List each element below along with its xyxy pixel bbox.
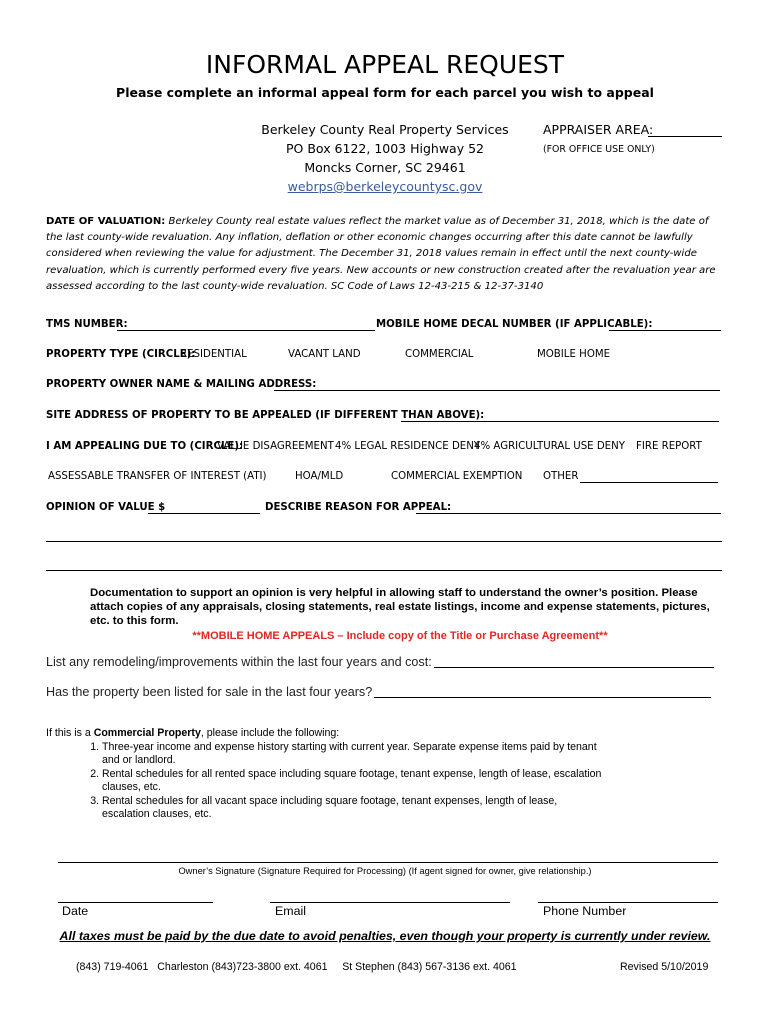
valuation-label: DATE OF VALUATION: <box>46 216 166 227</box>
reason-other-input[interactable] <box>580 482 718 483</box>
reason-commercial-exemption[interactable]: COMMERCIAL EXEMPTION <box>391 471 523 482</box>
office-name: Berkeley County Real Property Services <box>261 122 509 137</box>
mobile-decal-input[interactable] <box>609 330 721 331</box>
mobile-home-note: **MOBILE HOME APPEALS – Include copy of the Title or Purchase Agreement** <box>192 630 608 642</box>
reason-ati[interactable]: ASSESSABLE TRANSFER OF INTEREST (ATI) <box>48 471 267 482</box>
listed-question: Has the property been listed for sale in the last four years? <box>46 685 373 699</box>
opinion-label: OPINION OF VALUE $ <box>46 502 166 513</box>
commercial-item-2: 2. Rental schedules for all rented space including square footage, tenant expense, length of lease, escalation clauses, etc. <box>102 768 606 795</box>
property-type-mobile-home[interactable]: MOBILE HOME <box>537 349 611 360</box>
remodel-input[interactable] <box>434 667 714 668</box>
site-address-label: SITE ADDRESS OF PROPERTY TO BE APPEALED (IF DIFFERENT THAN ABOVE): <box>46 410 485 421</box>
office-po: PO Box 6122, 1003 Highway 52 <box>286 141 484 156</box>
commercial-section <box>46 727 606 822</box>
reason-agricultural-use-deny[interactable]: 4% AGRICULTURAL USE DENY <box>474 441 625 452</box>
commercial-item-1: 1. Three-year income and expense history starting with current year. Separate expense items paid by tenant and or landlord. <box>102 741 606 768</box>
appraiser-area-field[interactable] <box>648 136 722 137</box>
page-subtitle: Please complete an informal appeal form for each parcel you wish to appeal <box>116 85 654 100</box>
remodel-question: List any remodeling/improvements within the last four years and cost: <box>46 655 432 669</box>
phone-input[interactable] <box>538 902 718 903</box>
tms-label: TMS NUMBER: <box>46 319 128 330</box>
footer-phones: (843) 719-4061 Charleston (843)723-3800 ext. 4061 St Stephen (843) 567-3136 ext. 4061 <box>76 961 517 973</box>
valuation-paragraph <box>46 214 726 295</box>
commercial-requirements-list <box>46 741 606 822</box>
revised-date: Revised 5/10/2019 <box>620 961 709 973</box>
site-address-input[interactable] <box>401 421 719 422</box>
reason-other[interactable]: OTHER <box>543 471 579 482</box>
describe-label: DESCRIBE REASON FOR APPEAL: <box>265 502 452 513</box>
property-type-commercial[interactable]: COMMERCIAL <box>405 349 474 360</box>
reason-fire-report[interactable]: FIRE REPORT <box>636 441 702 452</box>
commercial-property-label: Commercial Property <box>93 727 201 739</box>
reason-value-disagreement[interactable]: VALUE DISAGREEMENT <box>217 441 334 452</box>
appeal-reason-label: I AM APPEALING DUE TO (CIRCLE): <box>46 441 244 452</box>
owner-input[interactable] <box>274 390 720 391</box>
listed-input[interactable] <box>374 697 711 698</box>
owner-label: PROPERTY OWNER NAME & MAILING ADDRESS: <box>46 379 317 390</box>
email-input[interactable] <box>270 902 510 903</box>
page-title: INFORMAL APPEAL REQUEST <box>205 50 565 79</box>
valuation-text: Berkeley County real estate values reflect the market value as of December 31, 2018, which is the date of the last county-wide revaluation. Any inflation, deflation or other economic changes occurring after this date cannot be lawfully considered when reviewing the value for adjustment. The December 31, 2018 values remain in effect until the next county-wide revaluation, which is currently performed every five years. New accounts or new construction created after the revaluation year are assessed according to the last county-wide revaluation. SC Code of Laws 12-43-215 & 12-37-3140 <box>46 216 716 292</box>
signature-label: Owner’s Signature (Signature Required for Processing) (If agent signed for owner, give relationship.) <box>178 866 592 876</box>
documentation-text: Documentation to support an opinion is very helpful in allowing staff to understand the owner’s position. Please attach copies of any appraisals, closing statements, real estate listings, income and expense statements, pictures, etc. to this form. <box>90 587 710 627</box>
office-city: Moncks Corner, SC 29461 <box>304 160 466 175</box>
reason-legal-residence-deny[interactable]: 4% LEGAL RESIDENCE DENY <box>335 441 481 452</box>
tms-input[interactable] <box>117 330 375 331</box>
office-use-note: (FOR OFFICE USE ONLY) <box>543 144 655 155</box>
property-type-residential[interactable]: RESIDENTIAL <box>180 349 247 360</box>
reason-hoa-mld[interactable]: HOA/MLD <box>295 471 344 482</box>
email-label: Email <box>275 904 306 918</box>
appraiser-area-label: APPRAISER AREA: <box>543 122 654 137</box>
property-type-label: PROPERTY TYPE (CIRCLE): <box>46 349 196 360</box>
office-email-link[interactable]: webrps@berkeleycountysc.gov <box>287 179 483 194</box>
commercial-item-3: 3. Rental schedules for all vacant space including square footage, tenant expenses, length of lease, escalation clauses, etc. <box>102 795 606 822</box>
tax-warning: All taxes must be paid by the due date to avoid penalties, even though your property is currently under review. <box>59 929 711 943</box>
property-type-vacant-land[interactable]: VACANT LAND <box>288 349 361 360</box>
commercial-intro: If this is a Commercial Property, please include the following: <box>46 727 340 739</box>
describe-input-line-2[interactable] <box>46 541 722 542</box>
describe-input-line-3[interactable] <box>46 570 722 571</box>
date-input[interactable] <box>58 902 213 903</box>
phone-label: Phone Number <box>543 904 627 918</box>
mobile-decal-label: MOBILE HOME DECAL NUMBER (IF APPLICABLE): <box>376 319 653 330</box>
date-label: Date <box>62 904 89 918</box>
documentation-note <box>90 586 710 643</box>
opinion-input[interactable] <box>148 513 260 514</box>
owner-signature-line[interactable] <box>58 862 718 863</box>
describe-input-line-1[interactable] <box>416 513 721 514</box>
